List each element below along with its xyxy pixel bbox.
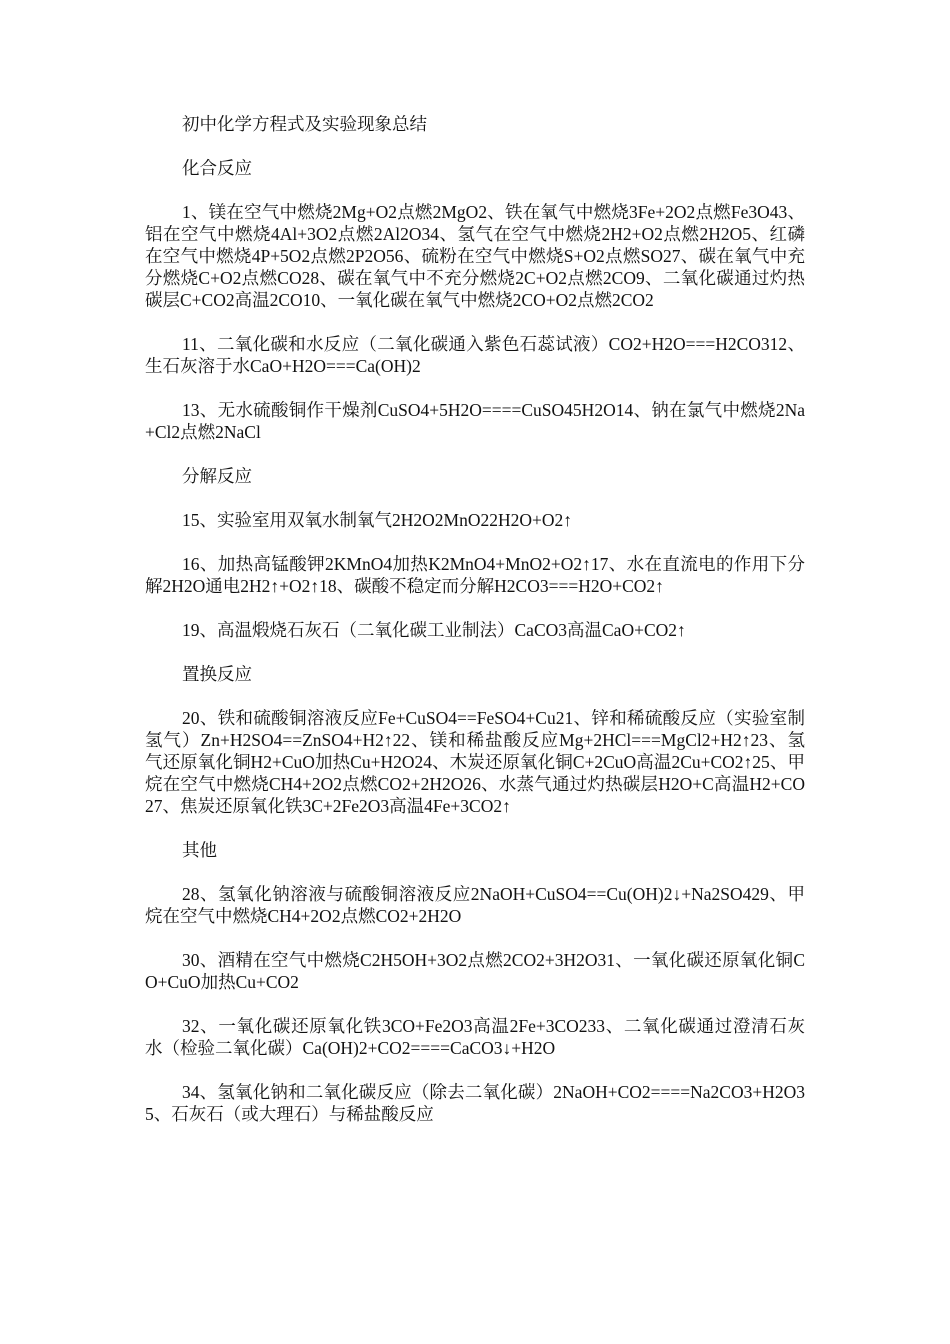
- paragraph: 32、一氧化碳还原氧化铁3CO+Fe2O3高温2Fe+3CO233、二氧化碳通过澄清石灰水（检验二氧化碳）Ca(OH)2+CO2====CaCO3↓+H2O: [145, 1016, 805, 1058]
- paragraph: 20、铁和硫酸铜溶液反应Fe+CuSO4==FeSO4+Cu21、锌和稀硫酸反应（实验室制氢气）Zn+H2SO4==ZnSO4+H2↑22、镁和稀盐酸反应Mg+2HCl===MgCl2+H2↑23、氢气还原氧化铜H2+CuO加热Cu+H2O24、木炭还原氧化铜C+2CuO高温2Cu+CO2↑25、甲烷在空气中燃烧CH4+2O2点燃CO2+2H2O26、水蒸气通过灼热碳层H2O+C高温H2+CO27、焦炭还原氧化铁3C+2Fe2O3高温4Fe+3CO2↑: [145, 708, 805, 816]
- section-heading: 分解反应: [182, 466, 252, 486]
- section-heading: 其他: [182, 840, 217, 860]
- paragraph: 15、实验室用双氧水制氧气2H2O2MnO22H2O+O2↑: [182, 510, 573, 530]
- section-heading: 化合反应: [182, 158, 252, 178]
- document-page: [145, 113, 805, 1147]
- document-title: 初中化学方程式及实验现象总结: [182, 114, 427, 134]
- paragraph: 11、二氧化碳和水反应（二氧化碳通入紫色石蕊试液）CO2+H2O===H2CO312、生石灰溶于水CaO+H2O===Ca(OH)2: [145, 334, 805, 376]
- section-heading: 置换反应: [182, 664, 252, 684]
- paragraph: 34、氢氧化钠和二氧化碳反应（除去二氧化碳）2NaOH+CO2====Na2CO3+H2O35、石灰石（或大理石）与稀盐酸反应: [145, 1082, 805, 1124]
- paragraph: 1、镁在空气中燃烧2Mg+O2点燃2MgO2、铁在氧气中燃烧3Fe+2O2点燃Fe3O43、铝在空气中燃烧4Al+3O2点燃2Al2O34、氢气在空气中燃烧2H2+O2点燃2H2O5、红磷在空气中燃烧4P+5O2点燃2P2O56、硫粉在空气中燃烧S+O2点燃SO27、碳在氧气中充分燃烧C+O2点燃CO28、碳在氧气中不充分燃烧2C+O2点燃2CO9、二氧化碳通过灼热碳层C+CO2高温2CO10、一氧化碳在氧气中燃烧2CO+O2点燃2CO2: [145, 202, 805, 310]
- paragraph: 13、无水硫酸铜作干燥剂CuSO4+5H2O====CuSO45H2O14、钠在氯气中燃烧2Na+Cl2点燃2NaCl: [145, 400, 805, 442]
- paragraph: 28、氢氧化钠溶液与硫酸铜溶液反应2NaOH+CuSO4==Cu(OH)2↓+Na2SO429、甲烷在空气中燃烧CH4+2O2点燃CO2+2H2O: [145, 884, 805, 926]
- paragraph: 16、加热高锰酸钾2KMnO4加热K2MnO4+MnO2+O2↑17、水在直流电的作用下分解2H2O通电2H2↑+O2↑18、碳酸不稳定而分解H2CO3===H2O+CO2↑: [145, 554, 805, 596]
- paragraph: 30、酒精在空气中燃烧C2H5OH+3O2点燃2CO2+3H2O31、一氧化碳还原氧化铜CO+CuO加热Cu+CO2: [145, 950, 805, 992]
- paragraph: 19、高温煅烧石灰石（二氧化碳工业制法）CaCO3高温CaO+CO2↑: [182, 620, 686, 640]
